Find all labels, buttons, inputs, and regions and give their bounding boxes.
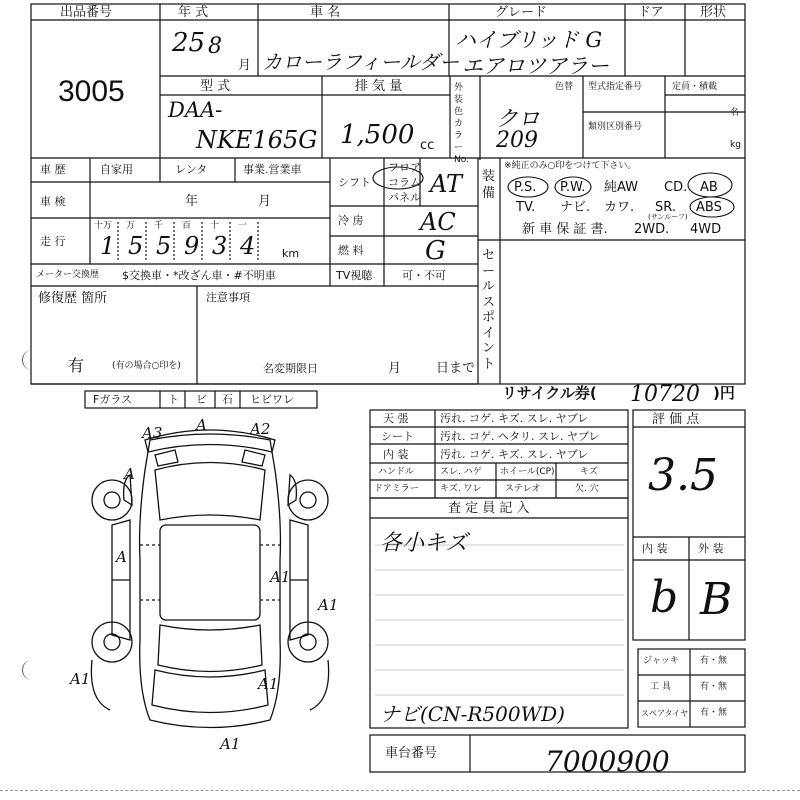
equip-ab: AB bbox=[700, 180, 718, 195]
presence-note: (有の場合○印を) bbox=[112, 361, 181, 371]
damage-mark: A1 bbox=[270, 568, 291, 586]
digit-label: 百 bbox=[182, 221, 192, 231]
color-label: 外装色カラーNo. bbox=[454, 83, 469, 165]
tools-label: 工 具 bbox=[650, 682, 671, 692]
page-edge bbox=[0, 790, 800, 791]
exterior-score-label: 外 装 bbox=[698, 542, 724, 555]
equip-aw: 純AW bbox=[604, 180, 639, 195]
shape-label: 形状 bbox=[700, 5, 727, 20]
exterior-score-value: B bbox=[700, 574, 733, 625]
glass-scratch: ト bbox=[168, 393, 179, 406]
meter-label: メーター交換歴 bbox=[36, 270, 100, 280]
damage-mark: A1 bbox=[220, 735, 241, 753]
glass-front: Fガラス bbox=[93, 393, 132, 406]
recycle-value: 10720 bbox=[630, 382, 700, 407]
caution-label: 注意事項 bbox=[206, 291, 250, 304]
equip-tv: TV. bbox=[516, 200, 536, 215]
equip-sr: SR. bbox=[655, 200, 676, 215]
warranty-label: 新 車 保 証 書. bbox=[522, 222, 608, 237]
equip-cd: CD. bbox=[664, 180, 688, 195]
wheel-label: ホイール(CP) bbox=[500, 467, 555, 477]
deadline-label: 名変期限日 bbox=[263, 362, 318, 375]
sale-points-label: セールスポイント bbox=[482, 248, 496, 372]
lot-label: 出品番号 bbox=[60, 5, 113, 20]
recolor-label: 色替 bbox=[555, 82, 574, 92]
displacement-value: 1,500 bbox=[340, 120, 415, 150]
year-value: 25 bbox=[172, 28, 206, 58]
grade-score-value: 3.5 bbox=[648, 450, 718, 501]
spare-label: スペアタイヤ bbox=[641, 709, 689, 718]
grade-line1: ハイブリッド G bbox=[455, 28, 603, 52]
model-label: 型 式 bbox=[200, 79, 231, 94]
glass-stone: 石 bbox=[222, 393, 233, 406]
digit-label: 千 bbox=[154, 221, 164, 231]
inspector-note-1: 各小キズ bbox=[380, 531, 468, 556]
drive-2wd: 2WD. bbox=[634, 222, 670, 237]
shift-value: AT bbox=[430, 170, 463, 198]
interior-score-value: b bbox=[650, 572, 679, 623]
equipment-label: 装備 bbox=[482, 169, 496, 201]
interior-score-label: 内 装 bbox=[642, 542, 668, 555]
mileage-digit: 5 bbox=[156, 232, 172, 260]
wheel-options: キズ bbox=[580, 467, 598, 477]
glass-crack: ヒビワレ bbox=[250, 393, 294, 406]
panel-label: パネル bbox=[388, 191, 421, 204]
history-label: 車 歴 bbox=[40, 163, 66, 176]
color-value1: クロ bbox=[496, 107, 541, 132]
interior-row-label: シート bbox=[381, 430, 414, 443]
color-value2: 209 bbox=[496, 128, 538, 153]
grade-line2: エアロツアラー bbox=[462, 54, 609, 78]
stereo-options: 欠. 穴 bbox=[575, 484, 599, 494]
damage-mark: A2 bbox=[250, 420, 271, 438]
mileage-unit: km bbox=[282, 247, 300, 260]
floor-label: フロア bbox=[388, 161, 421, 174]
handle-label: ハンドル bbox=[378, 467, 415, 477]
interior-row-label: 内 装 bbox=[383, 448, 409, 461]
equipment-note: ※純正のみ○印をつけて下さい。 bbox=[504, 161, 637, 171]
digit-label: 十万 bbox=[94, 221, 113, 231]
meter-options: $交換車・*改ざん車・#不明車 bbox=[122, 269, 276, 282]
handle-options: スレ. ハゲ bbox=[440, 467, 482, 477]
private-label: 自家用 bbox=[100, 163, 133, 176]
inspection-label: 車 検 bbox=[40, 195, 66, 208]
category-label: 類別区別番号 bbox=[588, 122, 643, 132]
business-label: 事業.営業車 bbox=[243, 163, 302, 176]
column-label: コラム bbox=[388, 176, 421, 189]
mileage-digit: 9 bbox=[184, 232, 200, 260]
equip-abs: ABS bbox=[696, 200, 722, 215]
digit-label: 万 bbox=[126, 221, 136, 231]
damage-mark: A3 bbox=[142, 424, 163, 442]
car-name: カローラフィールダー bbox=[262, 50, 460, 74]
ac-label: 冷 房 bbox=[338, 214, 364, 227]
month-unit: 月 bbox=[238, 58, 252, 73]
chassis-value: 7000900 bbox=[545, 745, 670, 778]
tv-options: 可・不可 bbox=[402, 269, 446, 282]
jack-label: ジャッキ bbox=[643, 656, 679, 666]
damage-mark: A bbox=[124, 465, 135, 483]
deadline-day: 日まで bbox=[436, 361, 476, 376]
deadline-month: 月 bbox=[388, 361, 402, 376]
door-label: ドア bbox=[638, 5, 664, 20]
repair-label: 修復歴 箇所 bbox=[38, 291, 108, 306]
displacement-label: 排 気 量 bbox=[355, 79, 403, 94]
mirror-options: キズ. ワレ bbox=[440, 484, 482, 494]
inspector-note-2: ナビ(CN-R500WD) bbox=[380, 702, 565, 726]
model-line2: NKE165G bbox=[196, 126, 318, 154]
fuel-label: 燃 料 bbox=[338, 244, 364, 257]
inspection-month-unit: 月 bbox=[258, 194, 272, 209]
stereo-label: ステレオ bbox=[505, 484, 541, 494]
interior-row-options: 汚れ. コゲ. ヘタリ. スレ. ヤブレ bbox=[440, 430, 600, 443]
chassis-label: 車台番号 bbox=[385, 746, 438, 761]
rental-label: レンタ bbox=[175, 163, 208, 176]
ac-value: AC bbox=[420, 208, 456, 236]
model-line1: DAA- bbox=[168, 98, 223, 122]
digit-label: 一 bbox=[238, 221, 248, 231]
interior-row-options: 汚れ. コゲ. キズ. スレ. ヤブレ bbox=[440, 448, 589, 461]
equip-navi: ナビ. bbox=[560, 200, 591, 215]
inspector-label: 査 定 員 記 入 bbox=[448, 501, 530, 516]
mileage-digit: 1 bbox=[100, 232, 116, 260]
damage-mark: A1 bbox=[258, 675, 279, 693]
equip-leather: カワ. bbox=[604, 200, 635, 215]
mileage-digit: 5 bbox=[128, 232, 144, 260]
interior-row-label: 天 張 bbox=[383, 412, 409, 425]
inspection-year-unit: 年 bbox=[185, 194, 199, 209]
equip-ps: P.S. bbox=[514, 180, 537, 195]
shift-label: シフト bbox=[338, 176, 371, 189]
type-designation-label: 型式指定番号 bbox=[588, 82, 643, 92]
equip-pw: P.W. bbox=[560, 180, 586, 195]
recycle-label: リサイクル券( bbox=[502, 384, 597, 402]
year-label: 年 式 bbox=[178, 5, 209, 20]
capacity-unit-persons: 名 bbox=[730, 108, 740, 118]
capacity-unit-kg: kg bbox=[730, 140, 741, 150]
lot-number: 3005 bbox=[58, 75, 125, 108]
tv-label: TV視聴 bbox=[336, 269, 373, 282]
grade-score-label: 評 価 点 bbox=[652, 412, 700, 427]
damage-mark: A1 bbox=[70, 670, 91, 688]
digit-label: 十 bbox=[210, 221, 220, 231]
sr-note: (サンルーフ) bbox=[648, 213, 688, 221]
glass-bi: ビ bbox=[196, 393, 207, 406]
mileage-digit: 4 bbox=[240, 232, 256, 260]
car-label: 車 名 bbox=[310, 5, 341, 20]
mileage-label: 走 行 bbox=[40, 235, 66, 248]
month-value: 8 bbox=[208, 34, 222, 59]
fuel-value: G bbox=[425, 236, 446, 266]
spare-options: 有・無 bbox=[700, 708, 728, 718]
capacity-label: 定員・積載 bbox=[672, 82, 718, 92]
mirror-label: ドアミラー bbox=[374, 484, 419, 494]
damage-mark: A bbox=[116, 548, 127, 566]
damage-mark: A1 bbox=[318, 596, 339, 614]
jack-options: 有・無 bbox=[700, 656, 728, 666]
grade-label: グレード bbox=[495, 5, 548, 20]
repair-presence: 有 bbox=[68, 356, 85, 375]
tools-options: 有・無 bbox=[700, 682, 728, 692]
mileage-digit: 3 bbox=[212, 232, 228, 260]
recycle-unit: )円 bbox=[713, 384, 735, 402]
damage-mark: A bbox=[196, 416, 207, 434]
drive-4wd: 4WD bbox=[690, 222, 722, 237]
displacement-unit: cc bbox=[420, 138, 435, 153]
interior-row-options: 汚れ. コゲ. キズ. スレ. ヤブレ bbox=[440, 412, 589, 425]
